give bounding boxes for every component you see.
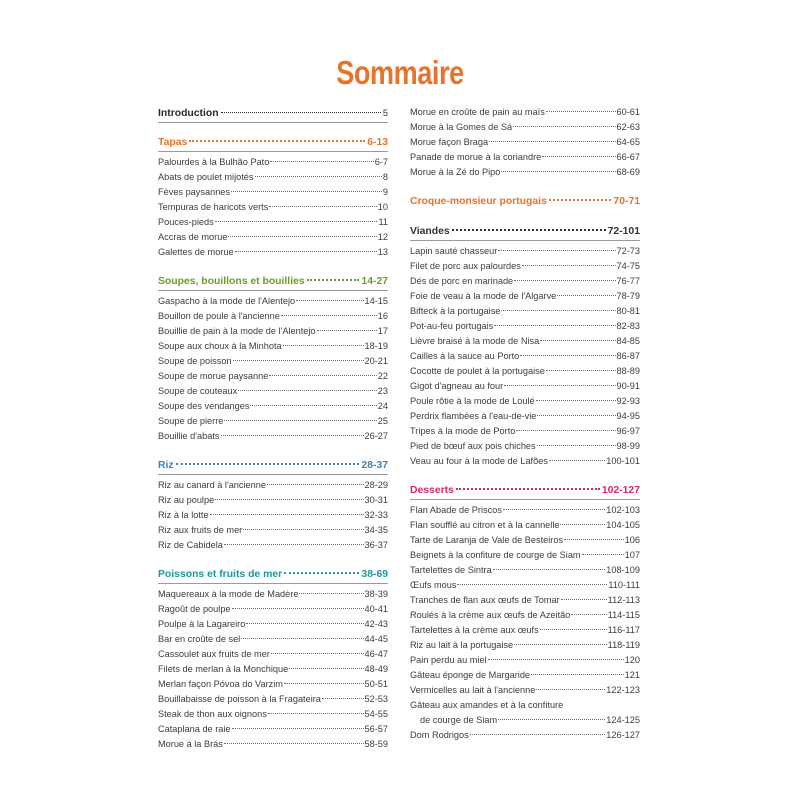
toc-entry[interactable]: Ragoût de poulpe 40-41 (158, 604, 388, 614)
toc-entry[interactable]: Beignets à la confiture de courge de Siam 107 (410, 550, 640, 560)
section-page: 38-69 (361, 569, 388, 580)
toc-entry[interactable]: Soupe de morue paysanne 22 (158, 371, 388, 381)
toc-entry[interactable]: Flan soufflé au citron et à la cannelle 104-105 (410, 520, 640, 530)
toc-list-poissons (158, 587, 388, 752)
toc-entry[interactable]: Cassoulet aux fruits de mer 46-47 (158, 649, 388, 659)
toc-list-tapas (158, 155, 388, 260)
toc-entry[interactable]: Tempuras de haricots verts 10 (158, 202, 388, 212)
section-label: Riz (158, 460, 174, 471)
toc-section-croque-monsieur[interactable] (410, 193, 640, 210)
toc-entry[interactable]: Bar en croûte de sel 44-45 (158, 634, 388, 644)
dot-leader (549, 199, 612, 201)
toc-list-soupes (158, 294, 388, 444)
toc-entry[interactable]: Maquereaux à la mode de Madère 38-39 (158, 589, 388, 599)
section-label: Introduction (158, 108, 219, 119)
toc-entry[interactable]: Soupe de couteaux 23 (158, 386, 388, 396)
toc-entry[interactable]: de courge de Siam 124-125 (420, 715, 640, 725)
section-label: Soupes, bouillons et bouillies (158, 276, 305, 287)
toc-entry[interactable]: Morue en croûte de pain au maïs 60-61 (410, 107, 640, 117)
toc-entry[interactable]: Poulpe à la Lagareiro 42-43 (158, 619, 388, 629)
toc-entry[interactable]: Riz à la lotte 32-33 (158, 510, 388, 520)
toc-entry[interactable]: Morue façon Braga 64-65 (410, 137, 640, 147)
section-page: 5 (382, 108, 388, 118)
toc-entry[interactable]: Abats de poulet mijotés 8 (158, 172, 388, 182)
toc-entry[interactable]: Gigot d'agneau au four 90-91 (410, 381, 640, 391)
toc-entry[interactable]: Merlan façon Póvoa do Varzim 50-51 (158, 679, 388, 689)
section-label: Viandes (410, 226, 450, 237)
toc-entry[interactable]: Tartelettes de Sintra 108-109 (410, 565, 640, 575)
toc-entry[interactable]: Foie de veau à la mode de l'Algarve 78-79 (410, 291, 640, 301)
toc-entry[interactable]: Roulés à la crème aux œufs de Azeitão 114-115 (410, 610, 640, 620)
toc-entry[interactable]: Filets de merlan à la Monchique 48-49 (158, 664, 388, 674)
toc-entry[interactable]: Flan Abade de Priscos 102-103 (410, 505, 640, 515)
toc-entry[interactable]: Tranches de flan aux œufs de Tomar 112-113 (410, 595, 640, 605)
toc-entry[interactable]: Lapin sauté chasseur 72-73 (410, 246, 640, 256)
toc-entry[interactable]: Lièvre braisé à la mode de Nisa 84-85 (410, 336, 640, 346)
toc-entry[interactable]: Bouillie d'abats 26-27 (158, 431, 388, 441)
toc-list-viandes (410, 244, 640, 469)
toc-entry[interactable]: Bouillabaisse de poisson à la Fragateira 52-53 (158, 694, 388, 704)
toc-entry[interactable]: Soupe aux choux à la Minhota 18-19 (158, 341, 388, 351)
toc-section-soupes[interactable] (158, 273, 388, 291)
toc-entry[interactable]: Poule rôtie à la mode de Loulé 92-93 (410, 396, 640, 406)
toc-entry[interactable]: Filet de porc aux palourdes 74-75 (410, 261, 640, 271)
toc-section-poissons[interactable] (158, 566, 388, 584)
section-label: Desserts (410, 485, 454, 496)
section-page: 14-27 (361, 276, 388, 287)
dot-leader (307, 279, 360, 281)
toc-entry[interactable]: Soupe de poisson 20-21 (158, 356, 388, 366)
dot-leader (456, 488, 600, 490)
toc-entry[interactable]: Perdrix flambées à l'eau-de-vie 94-95 (410, 411, 640, 421)
toc-entry[interactable]: Cailles à la sauce au Porto 86-87 (410, 351, 640, 361)
toc-entry[interactable]: Veau au four à la mode de Lafões 100-101 (410, 456, 640, 466)
toc-entry[interactable]: Soupe des vendanges 24 (158, 401, 388, 411)
section-page: 6-13 (367, 137, 388, 148)
toc-entry[interactable]: Pot-au-feu portugais 82-83 (410, 321, 640, 331)
toc-entry[interactable]: Riz au poulpe 30-31 (158, 495, 388, 505)
toc-entry[interactable]: Pain perdu au miel 120 (410, 655, 640, 665)
toc-entry[interactable]: Pouces-pieds 11 (158, 217, 388, 227)
section-page: 72-101 (607, 226, 640, 237)
toc-entry[interactable]: Bouillie de pain à la mode de l'Alentejo 17 (158, 326, 388, 336)
dot-leader (221, 112, 381, 113)
toc-entry[interactable]: Dés de porc en marinade 76-77 (410, 276, 640, 286)
section-page: 102-127 (601, 485, 640, 496)
toc-entry[interactable]: Cocotte de poulet à la portugaise 88-89 (410, 366, 640, 376)
toc-section-desserts[interactable] (410, 482, 640, 500)
toc-entry[interactable]: Cataplana de raie 56-57 (158, 724, 388, 734)
toc-section-viandes[interactable] (410, 223, 640, 241)
toc-entry[interactable]: Pied de bœuf aux pois chiches 98-99 (410, 441, 640, 451)
section-page: 70-71 (613, 196, 640, 207)
toc-entry[interactable]: Gâteau éponge de Margaride 121 (410, 670, 640, 680)
toc-entry[interactable]: Tartelettes à la crème aux œufs 116-117 (410, 625, 640, 635)
toc-entry[interactable]: Bifteck à la portugaise 80-81 (410, 306, 640, 316)
toc-list-riz (158, 478, 388, 553)
toc-section-tapas[interactable] (158, 134, 388, 152)
toc-entry[interactable]: Morue à la Brás 58-59 (158, 739, 388, 749)
toc-entry[interactable]: Gaspacho à la mode de l'Alentejo 14-15 (158, 296, 388, 306)
section-label: Tapas (158, 137, 188, 148)
toc-entry[interactable]: Tarte de Laranja de Vale de Besteiros 106 (410, 535, 640, 545)
toc-entry[interactable]: Palourdes à la Bulhão Pato 6-7 (158, 157, 388, 167)
toc-entry[interactable]: Dom Rodrigos 126-127 (410, 730, 640, 740)
page-title: Sommaire (336, 54, 464, 91)
toc-list-poissons-continued (410, 105, 640, 180)
toc-entry[interactable]: Vermicelles au lait à l'ancienne 122-123 (410, 685, 640, 695)
dot-leader (284, 572, 359, 574)
dot-leader (176, 463, 360, 465)
toc-entry[interactable]: Fèves paysannes 9 (158, 187, 388, 197)
toc-section-riz[interactable] (158, 457, 388, 475)
toc-entry[interactable]: Riz au lait à la portugaise 118-119 (410, 640, 640, 650)
toc-entry[interactable]: Riz aux fruits de mer 34-35 (158, 525, 388, 535)
toc-entry[interactable]: Œufs mous 110-111 (410, 580, 640, 590)
toc-entry[interactable]: Riz de Cabidela 36-37 (158, 540, 388, 550)
dot-leader (452, 229, 606, 231)
toc-entry[interactable]: Soupe de pierre 25 (158, 416, 388, 426)
toc-entry[interactable]: Accras de morue 12 (158, 232, 388, 242)
toc-entry[interactable]: Gâteau aux amandes et à la confiture (410, 700, 564, 710)
toc-entry[interactable]: Panade de morue à la coriandre 66-67 (410, 152, 640, 162)
toc-entry[interactable]: Riz au canard à l'ancienne 28-29 (158, 480, 388, 490)
dot-leader (189, 140, 365, 142)
toc-entry[interactable]: Bouillon de poule à l'ancienne 16 (158, 311, 388, 321)
toc-list-desserts (410, 503, 640, 743)
section-page: 28-37 (361, 460, 388, 471)
section-label: Poissons et fruits de mer (158, 569, 283, 580)
toc-entry[interactable]: Morue à la Gomes de Sá 62-63 (410, 122, 640, 132)
toc-entry[interactable]: Morue à la Zé do Pipo 68-69 (410, 167, 640, 177)
toc-entry[interactable]: Galettes de morue 13 (158, 247, 388, 257)
toc-entry[interactable]: Tripes à la mode de Porto 96-97 (410, 426, 640, 436)
toc-section-introduction[interactable] (158, 105, 388, 123)
toc-left-column (158, 105, 388, 752)
toc-right-column (410, 105, 640, 743)
toc-entry[interactable]: Steak de thon aux oignons 54-55 (158, 709, 388, 719)
section-label: Croque-monsieur portugais (410, 196, 547, 207)
